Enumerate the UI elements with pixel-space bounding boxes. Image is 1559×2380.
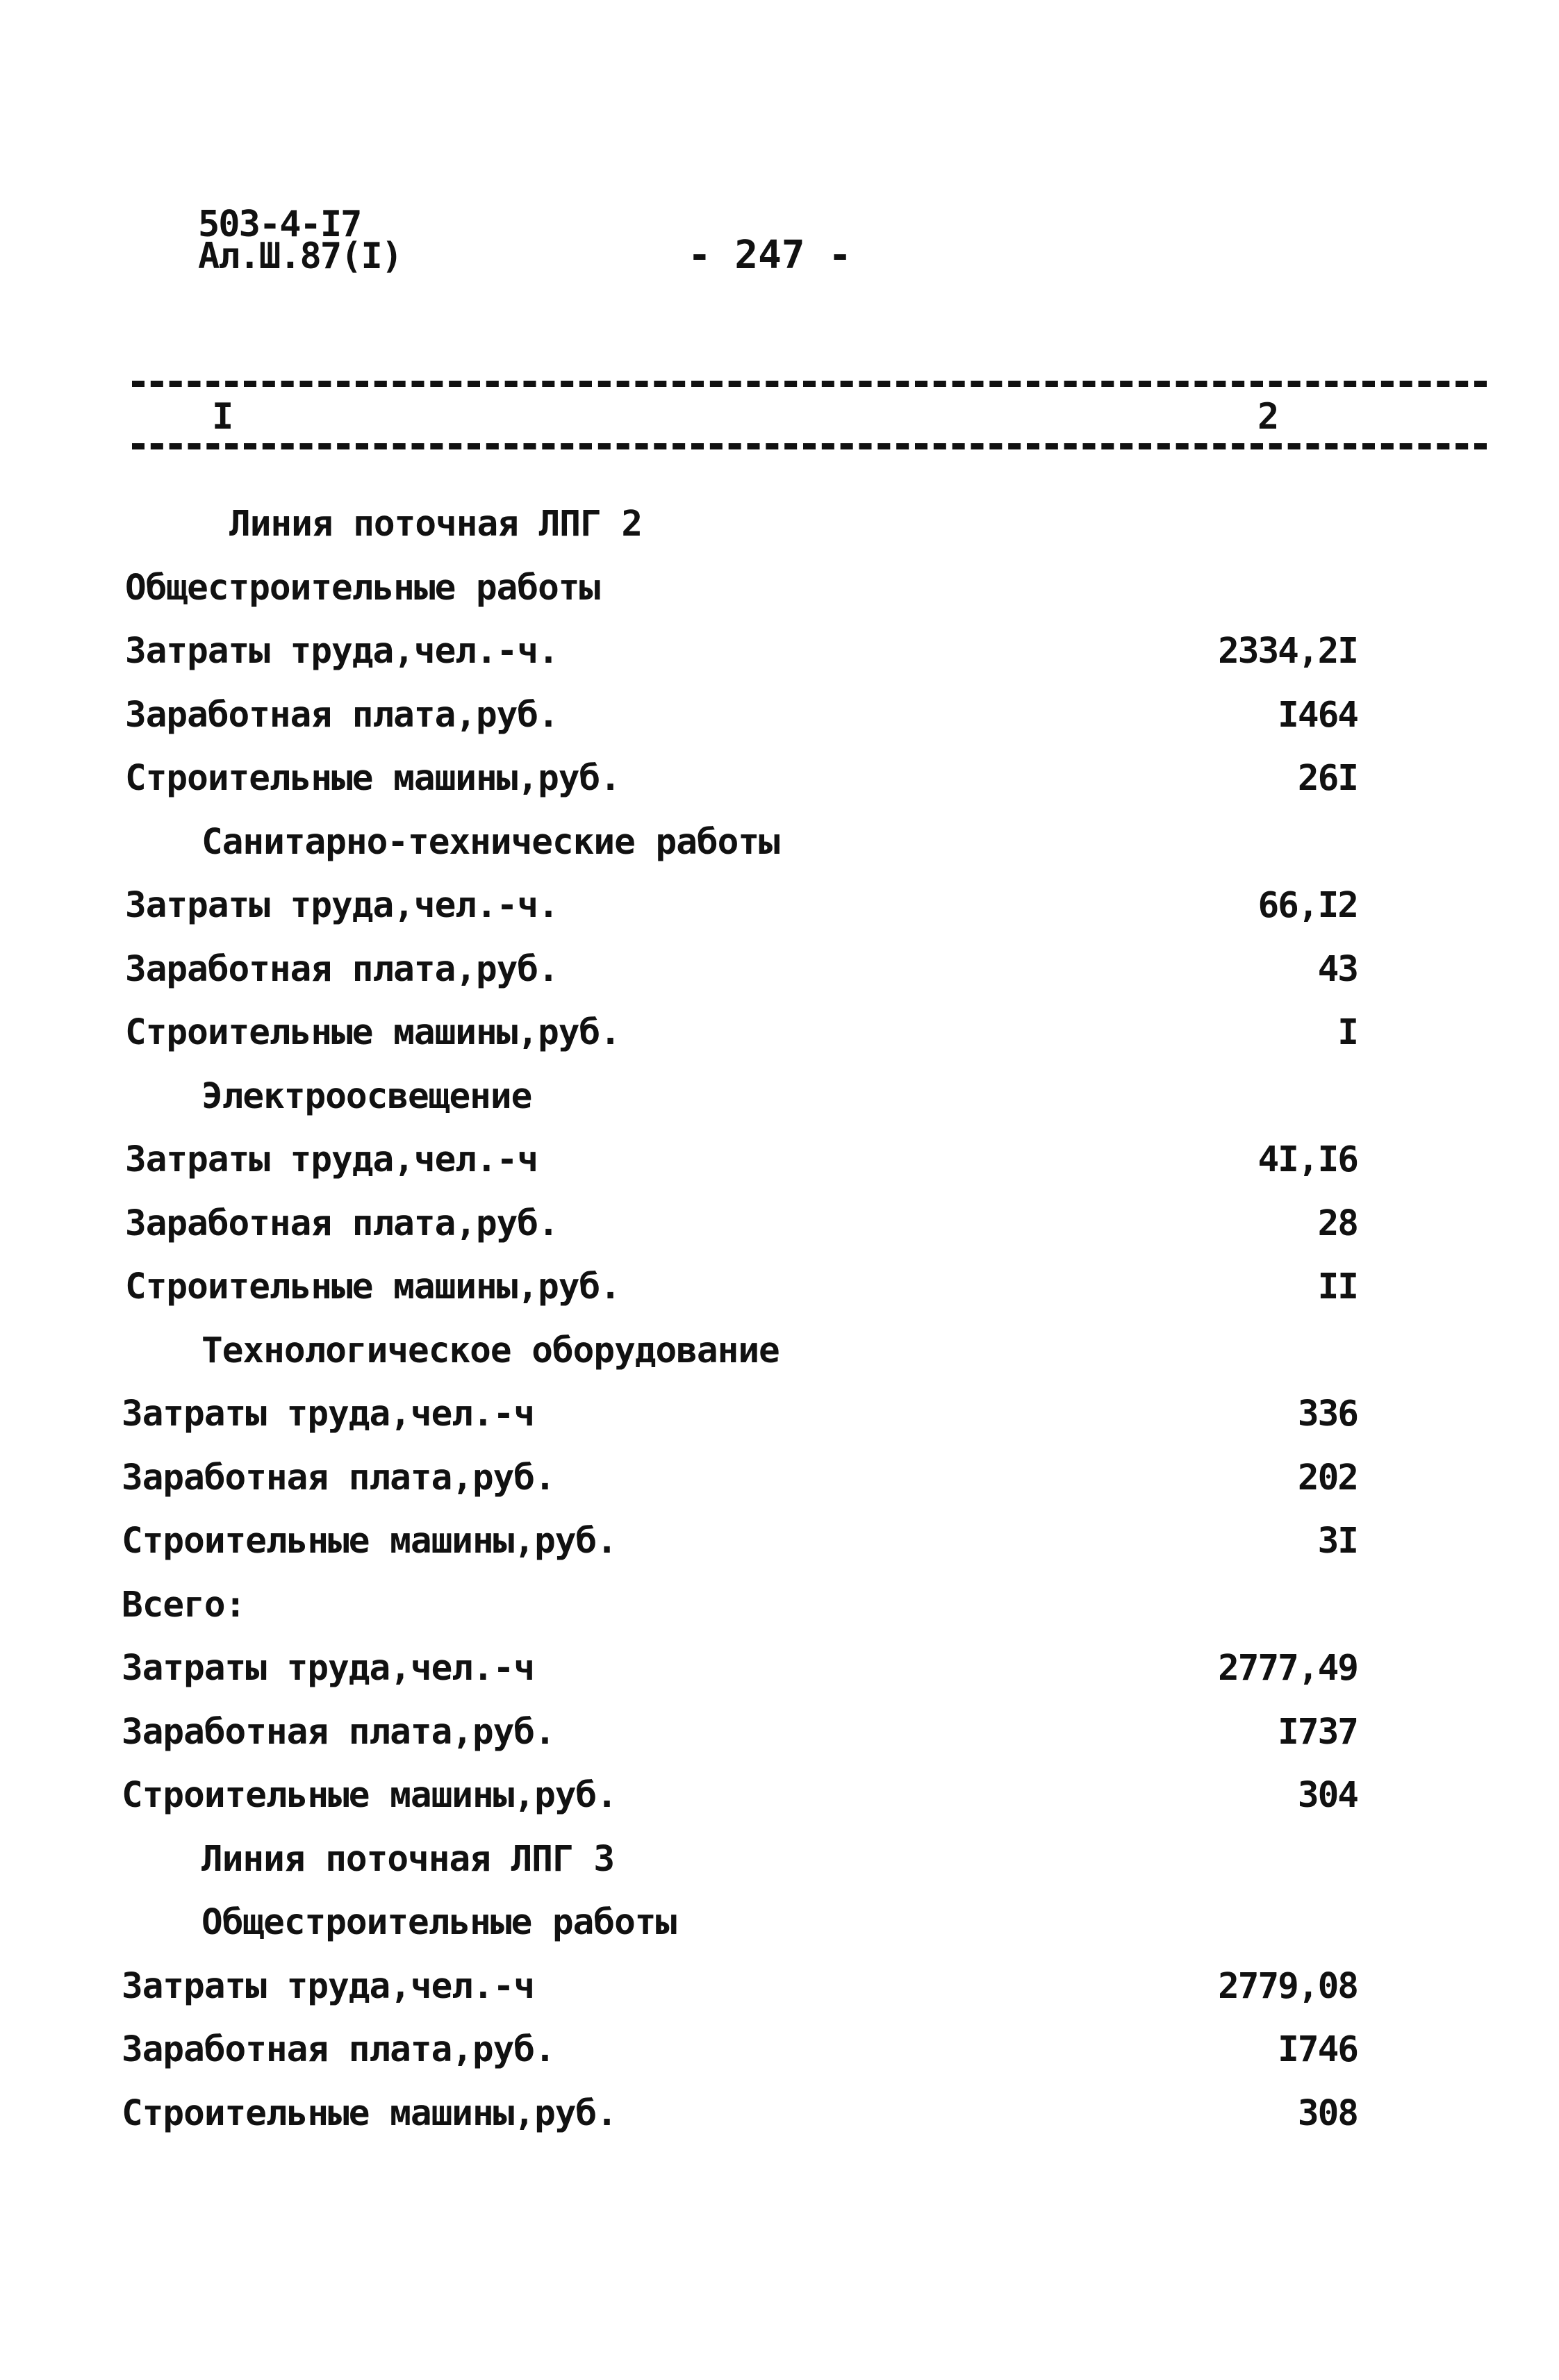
row-label: Затраты труда,чел.-ч [122, 1965, 535, 2007]
row-label: Линия поточная ЛПГ 3 [201, 1838, 615, 1880]
table-row [0, 1076, 1559, 1140]
row-label: Заработная плата,руб. [122, 1457, 555, 1498]
row-value: II [1317, 1266, 1358, 1307]
table-row [0, 1648, 1559, 1712]
row-label: Заработная плата,руб. [125, 694, 559, 736]
table-row [0, 1712, 1559, 1776]
table-header-rule [132, 443, 1487, 449]
row-label: Затраты труда,чел.-ч. [125, 885, 559, 926]
row-value: 336 [1297, 1394, 1358, 1435]
row-label: Заработная плата,руб. [125, 1203, 559, 1244]
document-code [198, 204, 402, 277]
document-code-line2: Ал.Ш.87(I) [198, 235, 402, 277]
table-row [0, 758, 1559, 822]
row-label: Строительные машины,руб. [122, 1775, 617, 1816]
table-row [0, 822, 1559, 886]
row-label: Строительные машины,руб. [122, 2092, 617, 2134]
row-label: Затраты труда,чел.-ч [122, 1394, 535, 1435]
row-label: Заработная плата,руб. [122, 1711, 555, 1753]
row-value: 2777,49 [1218, 1648, 1358, 1689]
row-label: Заработная плата,руб. [122, 2029, 555, 2070]
table-row [0, 1139, 1559, 1203]
row-label: Затраты труда,чел.-ч [122, 1648, 535, 1689]
table-row [0, 949, 1559, 1013]
row-value: 308 [1297, 2092, 1358, 2134]
row-value: 3I [1317, 1521, 1358, 1562]
row-label: Строительные машины,руб. [125, 1266, 620, 1307]
row-value: 2334,2I [1218, 631, 1358, 672]
row-value: I746 [1278, 2029, 1358, 2070]
table-row [0, 1839, 1559, 1903]
column-header-1: I [212, 396, 234, 438]
table-row [0, 631, 1559, 695]
column-header-2: 2 [1257, 396, 1280, 438]
table-row [0, 1902, 1559, 1966]
row-label: Общестроительные работы [125, 567, 600, 609]
table-row [0, 1012, 1559, 1076]
table-row [0, 885, 1559, 949]
row-label: Заработная плата,руб. [125, 948, 559, 990]
table-row [0, 1457, 1559, 1521]
row-label: Строительные машины,руб. [125, 758, 620, 799]
row-value: 4I,I6 [1257, 1139, 1358, 1180]
row-value: 66,I2 [1257, 885, 1358, 926]
row-value: I464 [1278, 694, 1358, 736]
table-row [0, 1266, 1559, 1330]
table-row [0, 504, 1559, 568]
row-label: Строительные машины,руб. [125, 1012, 620, 1053]
table-row [0, 1966, 1559, 2030]
table-row [0, 1330, 1559, 1394]
row-value: 304 [1297, 1775, 1358, 1816]
table-row [0, 2093, 1559, 2157]
row-value: 28 [1317, 1203, 1358, 1244]
table-row [0, 2029, 1559, 2093]
document-code-line1: 503-4-I7 [198, 204, 361, 245]
row-label: Затраты труда,чел.-ч. [125, 631, 559, 672]
row-value: 26I [1297, 758, 1358, 799]
row-label: Затраты труда,чел.-ч [125, 1139, 538, 1180]
table-row [0, 695, 1559, 759]
row-label: Всего: [122, 1584, 246, 1626]
table-row [0, 1394, 1559, 1457]
row-label: Общестроительные работы [201, 1902, 677, 1943]
row-value: 202 [1297, 1457, 1358, 1498]
row-label: Технологическое оборудование [201, 1330, 780, 1371]
table-row [0, 1203, 1559, 1267]
row-label: Строительные машины,руб. [122, 1521, 617, 1562]
page-number: - 247 - [688, 233, 852, 278]
row-value: 43 [1317, 948, 1358, 990]
row-label: Линия поточная ЛПГ 2 [229, 504, 643, 545]
table-row [0, 568, 1559, 631]
table-row [0, 1585, 1559, 1648]
table-row [0, 1775, 1559, 1839]
row-value: I [1337, 1012, 1358, 1053]
row-value: I737 [1278, 1711, 1358, 1753]
row-label: Санитарно-технические работы [201, 821, 780, 863]
row-value: 2779,08 [1218, 1965, 1358, 2007]
table-row [0, 1521, 1559, 1585]
row-label: Электроосвещение [201, 1075, 532, 1117]
cost-table [0, 504, 1559, 2156]
table-top-rule [132, 381, 1487, 387]
